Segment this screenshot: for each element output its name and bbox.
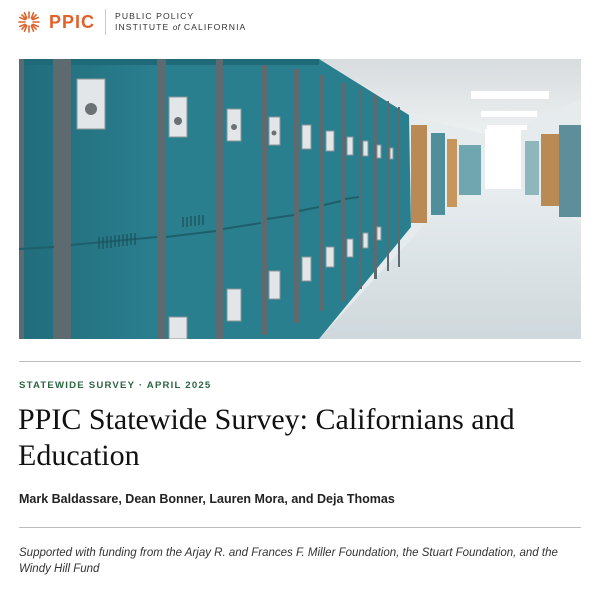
site-header [18, 8, 246, 36]
authors: Mark Baldassare, Dean Bonner, Lauren Mora, and Deja Thomas [19, 492, 395, 506]
hallway-lockers-illustration [19, 59, 581, 339]
ppic-burst-logo-icon[interactable] [18, 11, 40, 33]
bottom-divider [19, 527, 581, 528]
ppic-wordmark[interactable]: PPIC [49, 11, 96, 32]
top-divider [19, 361, 581, 362]
institute-line-2 [115, 22, 246, 33]
page-title: PPIC Statewide Survey: Californians and Education [18, 403, 515, 472]
institute-of: of [172, 23, 181, 32]
header-divider [105, 9, 106, 35]
report-kicker[interactable]: STATEWIDE SURVEY · APRIL 2025 [19, 380, 212, 391]
funding-statement: Supported with funding from the Arjay R. and Frances F. Miller Foundation, the Stuart Foundation, and the Windy Hill Fund [19, 547, 558, 575]
institute-state: CALIFORNIA [183, 22, 247, 32]
institute-line-1: PUBLIC POLICY [115, 11, 195, 21]
hero-image [19, 59, 581, 339]
institute-name[interactable] [115, 11, 246, 33]
institute-word: INSTITUTE [115, 22, 170, 32]
